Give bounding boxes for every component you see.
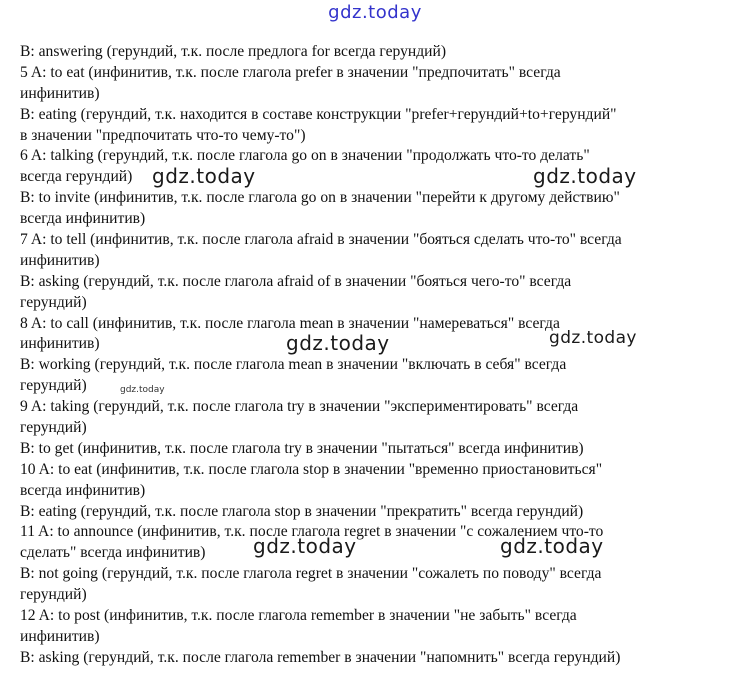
text-line: в значении "предпочитать что-то чему-то") [20,126,306,144]
watermark: gdz.today [533,164,637,188]
text-line: B: to get (инфинитив, т.к. после глагола try в значении "пытаться" всегда инфинитив) [20,439,584,457]
text-line: инфинитив) [20,251,100,269]
watermark: gdz.today [286,331,390,355]
text-line: инфинитив) [20,335,100,353]
text-line: 8 A: to call (инфинитив, т.к. после глагола mean в значении "намереваться" всегда [20,314,560,332]
text-line: B: to invite (инфинитив, т.к. после глагола go on в значении "перейти к другому действию" [20,189,620,207]
text-line: B: asking (герундий, т.к. после глагола afraid of в значении "бояться чего-то" всегда [20,272,572,290]
text-line: B: not going (герундий, т.к. после глагола regret в значении "сожалеть по поводу" всегда [20,565,602,583]
text-line: 5 A: to eat (инфинитив, т.к. после глагола prefer в значении "предпочитать" всегда [20,63,561,81]
watermark: gdz.today [253,534,357,558]
text-line: 12 A: to post (инфинитив, т.к. после глагола remember в значении "не забыть" всегда [20,607,577,625]
watermark: gdz.today [549,328,637,348]
text-line: всегда герундий) [20,168,133,186]
site-header-logo: gdz.today [328,2,422,23]
text-line: 9 A: taking (герундий, т.к. после глагола try в значении "экспериментировать" всегда [20,398,579,416]
text-line: 10 A: to eat (инфинитив, т.к. после глагола stop в значении "временно приостановиться" [20,460,603,478]
text-line: герундий) [20,419,87,437]
text-line: всегда инфинитив) [20,210,146,228]
text-line: B: eating (герундий, т.к. после глагола stop в значении "прекратить" всегда герундий) [20,502,584,520]
text-line: всегда инфинитив) [20,481,146,499]
text-line: B: answering (герундий, т.к. после предлога for всегда герундий) [20,43,447,60]
text-line: 11 A: to announce (инфинитив, т.к. после глагола regret в значении "с сожалением что-то [20,523,604,541]
text-line: 7 A: to tell (инфинитив, т.к. после глагола afraid в значении "бояться сделать что-то" всегда [20,231,622,249]
text-line: сделать" всегда инфинитив) [20,544,206,562]
text-line: герундий) [20,377,87,395]
text-line: B: working (герундий, т.к. после глагола mean в значении "включать в себя" всегда [20,356,567,374]
text-line: 6 A: talking (герундий, т.к. после глагола go on в значении "продолжать что-то делать" [20,147,590,165]
text-line: герундий) [20,293,87,311]
text-line: B: asking (герундий, т.к. после глагола remember в значении "напомнить" всегда герундий) [20,648,621,666]
text-line: герундий) [20,586,87,604]
answer-text [20,42,732,669]
watermark: gdz.today [152,164,256,188]
watermark: gdz.today [120,385,165,395]
text-line: инфинитив) [20,627,100,645]
text-line: инфинитив) [20,84,100,102]
text-line: B: eating (герундий, т.к. находится в составе конструкции "prefer+герундий+to+герундий" [20,105,617,123]
watermark: gdz.today [500,534,604,558]
